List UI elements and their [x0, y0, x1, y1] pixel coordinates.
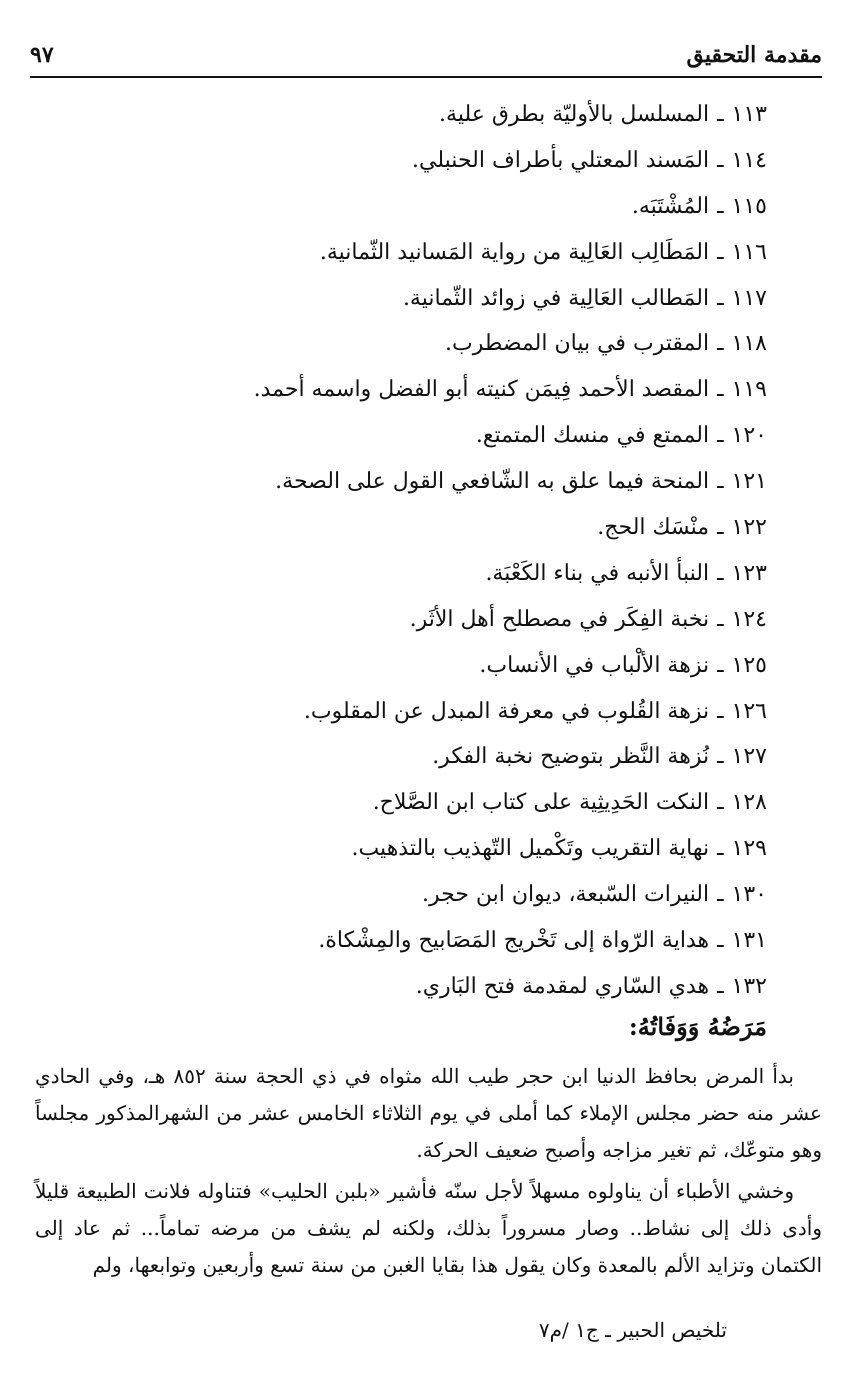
item-number: ١٢٩: [731, 836, 767, 862]
item-title: المنحة فيما علق به الشّافعي القول على الصحة.: [275, 469, 710, 495]
item-title: المَسند المعتلي بأطراف الحنبلي.: [412, 147, 710, 173]
item-title: نخبة الفِكَر في مصطلح أهل الأثَر.: [409, 606, 710, 632]
item-separator: ـ: [717, 698, 724, 724]
item-separator: ـ: [717, 423, 724, 449]
paragraph: بدأ المرض بحافظ الدنيا ابن حجر طيب الله مثواه في ذي الحجة سنة ٨٥٢ هـ، وفي الحادي عشر منه حضر مجلس الإملاء كما أملى في يوم الثلاثاء الخامس عشر من الشهرالمذكور مجلساً وهو متوعّك، ثم تغير مزاجه وأصبح ضعيف الحركة.: [35, 1064, 822, 1162]
item-title: الممتع في منسك المتمتع.: [475, 423, 710, 449]
item-number: ١٣٢: [731, 973, 767, 999]
item-title: النكت الحَدِيثِية على كتاب ابن الصَّلاح.: [372, 790, 710, 816]
item-separator: ـ: [717, 102, 724, 127]
list-item: [40, 367, 767, 413]
item-separator: ـ: [717, 377, 724, 403]
list-item: [40, 459, 767, 505]
list-item: [40, 138, 767, 184]
list-item: [40, 918, 767, 964]
list-item: [40, 413, 767, 459]
list-item: [40, 276, 767, 322]
item-title: نزهة القُلوب في معرفة المبدل عن المقلوب.: [303, 698, 710, 724]
item-title: نزهة الألْباب في الأنساب.: [479, 652, 710, 678]
item-separator: ـ: [717, 652, 724, 678]
item-separator: ـ: [717, 285, 724, 311]
item-number: ١٢٥: [731, 652, 767, 678]
item-number: ١١٨: [731, 331, 767, 357]
item-separator: ـ: [717, 606, 724, 632]
item-title: المَطالب العَالِية في زوائد الثّمانية.: [402, 285, 710, 311]
item-number: ١٣١: [731, 928, 767, 954]
list-item: [40, 230, 767, 276]
list-item: [40, 643, 767, 689]
item-number: ١٢٢: [731, 515, 767, 541]
list-item: [40, 780, 767, 826]
page-number: ٩٧: [30, 42, 54, 68]
paragraph: وخشي الأطباء أن يناولوه مسهلاً لأجل سنّه فأشير «بلبن الحليب» فتناوله فلانت الطبيعة قليلاً وأدى ذلك إلى نشاط.. وصار مسروراً بذلك، ولكنه لم يشف من مرضه تماماً... ثم عاد إلى الكتمان وتزايد الألم بالمعدة وكان يقول هذا بقايا الغبن من سنة تسع وأربعين وتوابعها، ولم: [35, 1179, 822, 1277]
item-separator: ـ: [717, 790, 724, 816]
item-title: النيرات السّبعة، ديوان ابن حجر.: [422, 882, 710, 908]
list-item: [40, 92, 767, 138]
item-separator: ـ: [717, 147, 724, 173]
item-separator: ـ: [717, 928, 724, 954]
item-number: ١٢٠: [731, 423, 767, 449]
item-separator: ـ: [717, 973, 724, 999]
list-item: [40, 734, 767, 780]
item-title: المسلسل بالأوليّة بطرق علية.: [439, 102, 710, 127]
item-title: النبأ الأنبه في بناء الكَعْبَة.: [485, 560, 710, 586]
item-title: نهاية التقريب وتَكْميل التّهذيب بالتذهيب.: [351, 836, 710, 862]
item-separator: ـ: [717, 515, 724, 541]
item-title: هدي السّاري لمقدمة فتح البَاري.: [415, 973, 710, 999]
item-separator: ـ: [717, 193, 724, 219]
item-separator: ـ: [717, 882, 724, 908]
item-number: ١١٦: [731, 239, 767, 265]
item-number: ١١٣: [731, 102, 767, 127]
body-text: [35, 1058, 822, 1288]
list-item: [40, 872, 767, 918]
item-separator: ـ: [717, 744, 724, 770]
item-title: منْسَك الحج.: [597, 515, 710, 541]
works-list: [40, 92, 767, 1010]
item-title: المُشْتَبَه.: [631, 193, 710, 219]
item-number: ١١٧: [731, 285, 767, 311]
list-item: [40, 321, 767, 367]
list-item: [40, 964, 767, 1010]
item-title: هداية الرّواة إلى تَخْريج المَصَابيح والمِشْكاة.: [318, 928, 710, 954]
item-number: ١١٥: [731, 193, 767, 219]
list-item: [40, 551, 767, 597]
item-separator: ـ: [717, 239, 724, 265]
item-separator: ـ: [717, 836, 724, 862]
item-number: ١٢٨: [731, 790, 767, 816]
item-number: ١٢١: [731, 469, 767, 495]
item-title: المَطَالِب العَالِية من رواية المَسانيد الثّمانية.: [319, 239, 710, 265]
section-heading: مَرَضُهُ وَوَفَاتُهُ:: [628, 1012, 767, 1041]
page-header: [30, 40, 822, 78]
running-title: مقدمة التحقيق: [686, 42, 822, 68]
item-number: ١٣٠: [731, 882, 767, 908]
list-item: [40, 597, 767, 643]
item-number: ١٢٣: [731, 560, 767, 586]
item-separator: ـ: [717, 469, 724, 495]
item-separator: ـ: [717, 331, 724, 357]
item-separator: ـ: [717, 560, 724, 586]
item-number: ١١٤: [731, 147, 767, 173]
list-item: [40, 826, 767, 872]
item-number: ١٢٦: [731, 698, 767, 724]
item-title: نُزهة النَّظر بتوضيح نخبة الفكر.: [432, 744, 710, 770]
item-title: المقترب في بيان المضطرب.: [444, 331, 710, 357]
list-item: [40, 184, 767, 230]
item-number: ١١٩: [731, 377, 767, 403]
list-item: [40, 505, 767, 551]
item-number: ١٢٧: [731, 744, 767, 770]
item-title: المقصد الأحمد فِيمَن كنيته أبو الفضل واسمه أحمد.: [253, 377, 710, 403]
list-item: [40, 689, 767, 735]
page-footer: تلخيص الحبير ـ ج١ /م٧: [538, 1318, 727, 1342]
item-number: ١٢٤: [731, 606, 767, 632]
